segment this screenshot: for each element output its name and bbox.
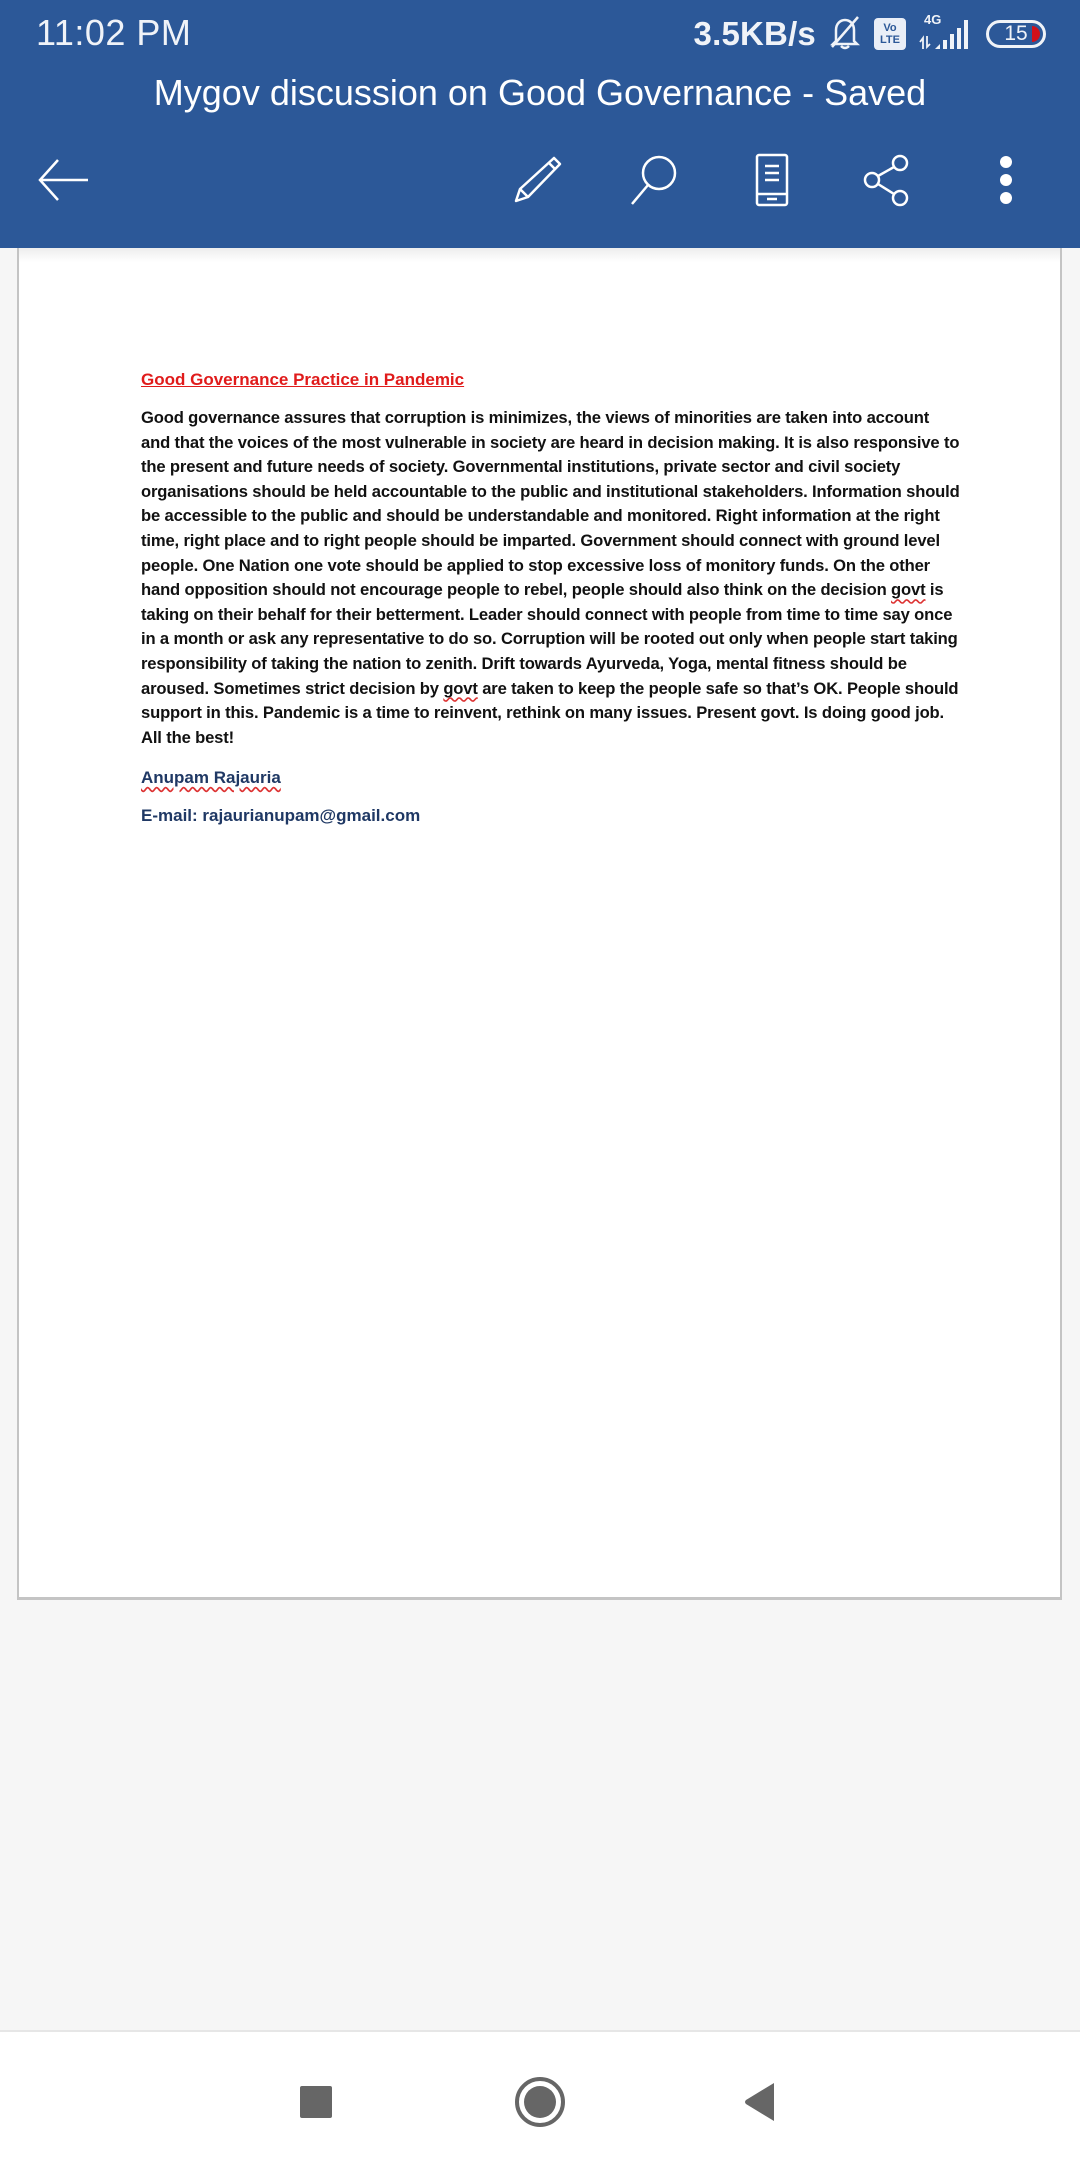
reading-view-button[interactable] <box>732 140 812 220</box>
volte-bottom: LTE <box>880 34 900 46</box>
document-page[interactable] <box>17 248 1062 1600</box>
home-button[interactable] <box>510 2072 570 2132</box>
notifications-muted-icon <box>828 14 862 55</box>
search-button[interactable] <box>614 140 694 220</box>
network-type: 4G <box>924 12 942 27</box>
author-name-text[interactable]: Anupam Rajauria <box>141 768 281 788</box>
back-triangle-icon <box>740 2080 780 2124</box>
body-text-part: is taking on their behalf for their betterment. Leader should connect with people from time to time say once in a month or ask any representative to do so. Corruption will be rooted out only when people start taking responsibility of taking the nation to zenith. Drift towards Ayurveda, Yoga, mental fitness should be aroused. Sometimes strict decision by <box>141 580 958 698</box>
back-arrow-icon <box>36 156 92 204</box>
body-text-part: are taken to keep the people safe so that’s OK. People should support in this. Pandemic is a time to reinvent, rethink on many issues. Present govt. Is doing good job. All the best! <box>141 678 959 747</box>
volte-top: Vo <box>883 22 897 34</box>
edit-button[interactable] <box>498 140 578 220</box>
author-name <box>141 766 961 790</box>
share-icon <box>860 152 916 208</box>
toolbar <box>0 140 1080 220</box>
battery-level: 15 <box>1004 22 1028 45</box>
document-title: Mygov discussion on Good Governance - Saved <box>153 72 927 113</box>
battery-icon <box>986 20 1046 48</box>
recents-square-icon <box>298 2084 334 2120</box>
system-nav-bar <box>0 2030 1080 2162</box>
network-speed: 3.5KB/s <box>693 15 816 52</box>
battery-low-indicator <box>1032 26 1040 42</box>
more-options-button[interactable] <box>966 140 1046 220</box>
search-icon <box>626 152 682 208</box>
status-icons <box>694 14 1046 54</box>
misspelled-word[interactable]: govt <box>443 678 478 698</box>
misspelled-word[interactable]: govt <box>891 580 926 600</box>
more-vertical-icon <box>996 152 1016 208</box>
share-button[interactable] <box>848 140 928 220</box>
volte-icon <box>874 18 906 50</box>
author-email: E-mail: rajaurianupam@gmail.com <box>141 806 421 826</box>
document-heading: Good Governance Practice in Pandemic <box>141 370 465 389</box>
page-top-shadow <box>19 248 1060 262</box>
home-circle-icon <box>514 2076 566 2128</box>
mobile-view-icon <box>752 152 792 208</box>
recents-button[interactable] <box>286 2072 346 2132</box>
document-body <box>141 406 961 750</box>
status-time: 11:02 PM <box>36 12 192 53</box>
app-bar <box>0 0 1080 248</box>
signal-4g-icon <box>918 12 974 52</box>
pencil-icon <box>510 152 566 208</box>
back-nav-button[interactable] <box>730 2072 790 2132</box>
document-content <box>141 368 961 828</box>
status-bar <box>0 0 1080 68</box>
back-button[interactable] <box>24 140 104 220</box>
body-text-part: Good governance assures that corruption is minimizes, the views of minorities are taken into account and that the voices of the most vulnerable in society are heard in decision making. It is also responsive to the present and future needs of society. Governmental institutions, private sector and civil society organisations should be held accountable to the public and institutional stakeholders. Information should be accessible to the public and should be understandable and monitored. Right information at the right time, right place and to right people should be imparted. Government should connect with ground level people. One Nation one vote should be applied to stop excessive loss of monitory funds. On the other hand opposition should not encourage people to rebel, people should also think on the decision <box>141 408 960 600</box>
